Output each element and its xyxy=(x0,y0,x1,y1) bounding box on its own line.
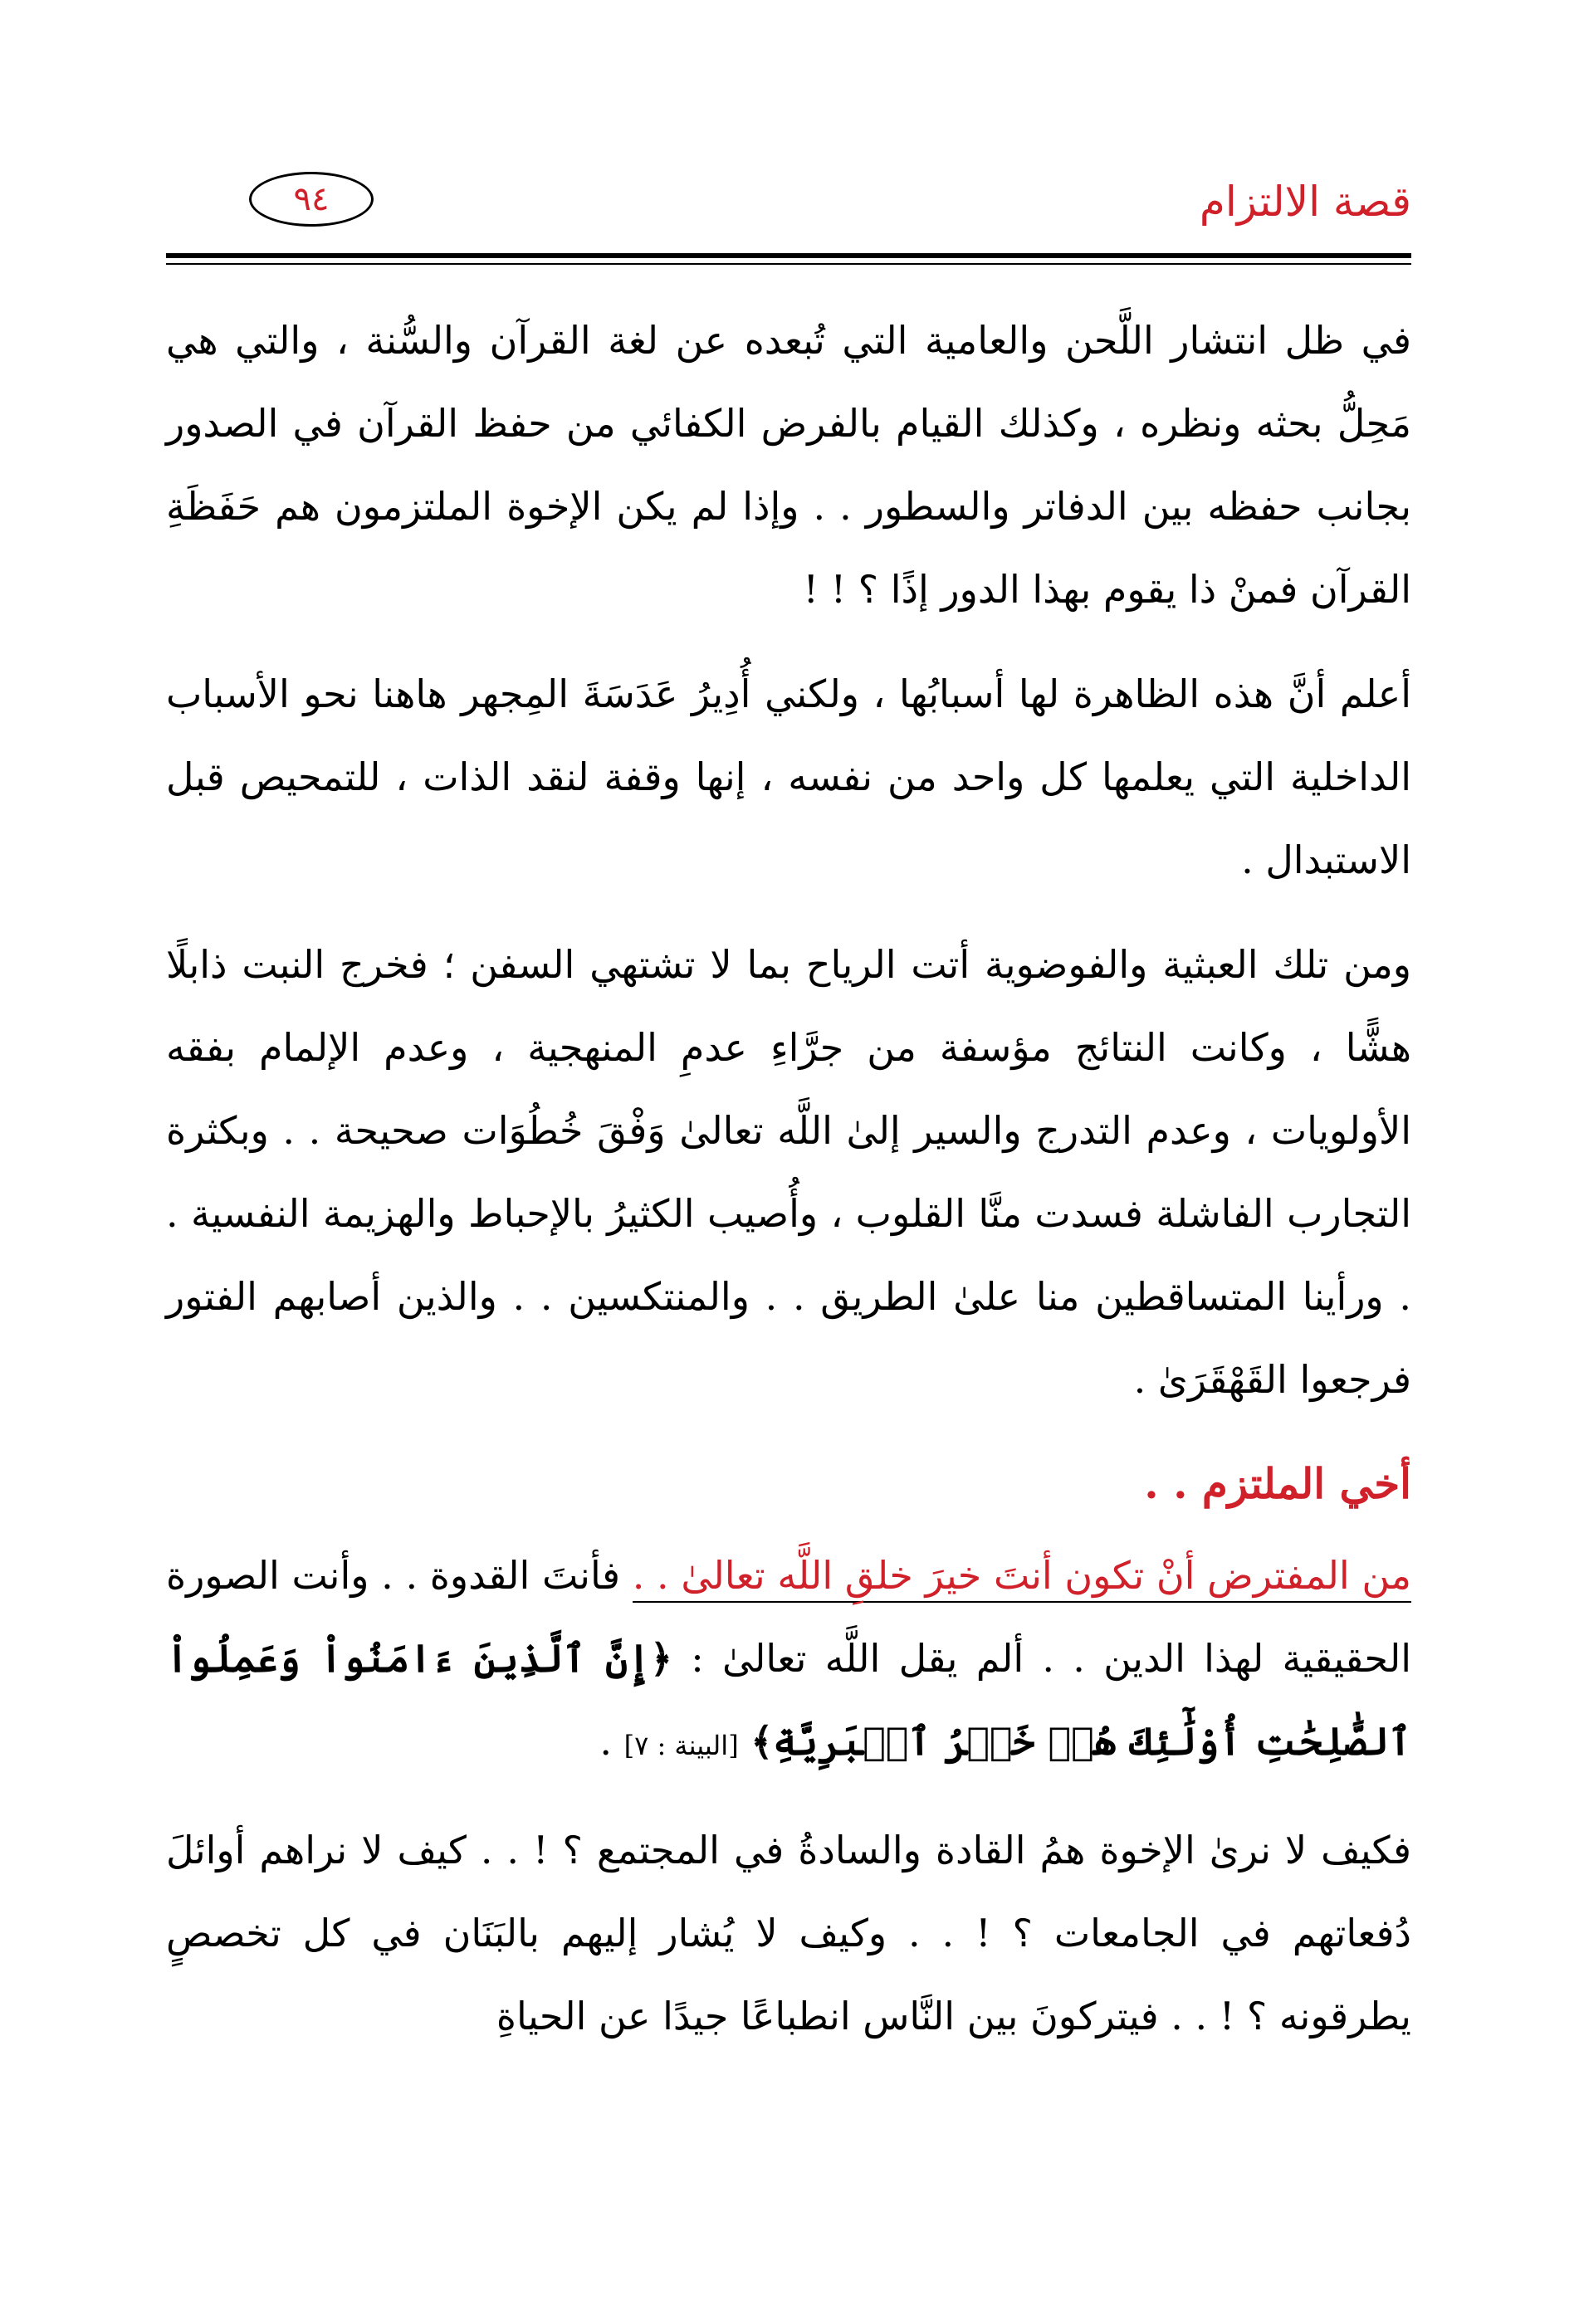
paragraph-1: في ظل انتشار اللَّحن والعامية التي تُبعده عن لغة القرآن والسُّنة ، والتي هي مَحِلُّ بحثه ونظره ، وكذلك القيام بالفرض الكفائي من حفظ القرآن في الصدور بجانب حفظه بين الدفاتر والسطور . . وإذا لم يكن الإخوة الملتزمون هم حَفَظَةِ القرآن فمنْ ذا يقوم بهذا الدور إذًا ؟ ! ! xyxy=(166,318,1411,612)
paragraph-4-end: . xyxy=(599,1719,612,1764)
paragraph-3: ومن تلك العبثية والفوضوية أتت الرياح بما لا تشتهي السفن ؛ فخرج النبت ذابلًا هشًّا ، وكانت النتائج مؤسفة من جرَّاءِ عدمِ المنهجية ، وعدم الإلمام بفقه الأولويات ، وعدم التدرج والسير إلىٰ اللَّه تعالىٰ وَفْقَ خُطُوَات صحيحة . . وبكثرة التجارب الفاشلة فسدت منَّا القلوب ، وأُصيب الكثيرُ بالإحباط والهزيمة النفسية . . ورأينا المتساقطين منا علىٰ الطريق . . والمنتكسين . . والذين أصابهم الفتور فرجعوا القَهْقَرَىٰ . xyxy=(166,942,1411,1402)
page-number: ٩٤ xyxy=(293,180,330,218)
verse-citation: [البينة : ٧] xyxy=(623,1730,739,1761)
quran-verse: ﴿إِنَّ ٱلَّذِينَ ءَامَنُواْ وَعَمِلُواْ ٱلصَّٰلِحَٰتِ أُوْلَٰٓئِكَ هُمۡ خَيۡرُ ٱلۡبَرِيَّةِ﴾ xyxy=(166,1636,1411,1764)
section-heading: أخي الملتزم . . xyxy=(1144,1459,1411,1508)
paragraph-5: فكيف لا نرىٰ الإخوة همُ القادة والسادةُ في المجتمع ؟ ! . . كيف لا نراهم أوائلَ دُفعاتهم في الجامعات ؟ ! . . وكيف لا يُشار إليهم بالبَنَان في كل تخصصٍ يطرقونه ؟ ! . . فيتركونَ بين النَّاس انطباعًا جيدًا عن الحياةِ xyxy=(166,1828,1411,2038)
running-title: قصة الالتزام xyxy=(1199,178,1411,226)
header-rule-thick xyxy=(166,253,1411,258)
body-text xyxy=(166,299,1411,2079)
highlighted-sentence: من المفترض أنْ تكون أنتَ خيرَ خلقِ اللَّه تعالىٰ . . xyxy=(633,1553,1411,1603)
paragraph-4 xyxy=(166,1534,1411,1787)
page-number-oval xyxy=(249,172,374,227)
header-rule-thin xyxy=(166,263,1411,265)
paragraph-4-text: فأنتَ القدوة . . وأنت الصورة الحقيقية لهذا الدين . . ألم يقل اللَّه تعالىٰ : xyxy=(166,1553,1412,1681)
paragraph-2: أعلم أنَّ هذه الظاهرة لها أسبابُها ، ولكني أُدِيرُ عَدَسَةَ المِجهر هاهنا نحو الأسباب الداخلية التي يعلمها كل واحد من نفسه ، إنها وقفة لنقد الذات ، للتمحيص قبل الاستبدال . xyxy=(166,671,1411,882)
page-header xyxy=(166,162,1411,253)
